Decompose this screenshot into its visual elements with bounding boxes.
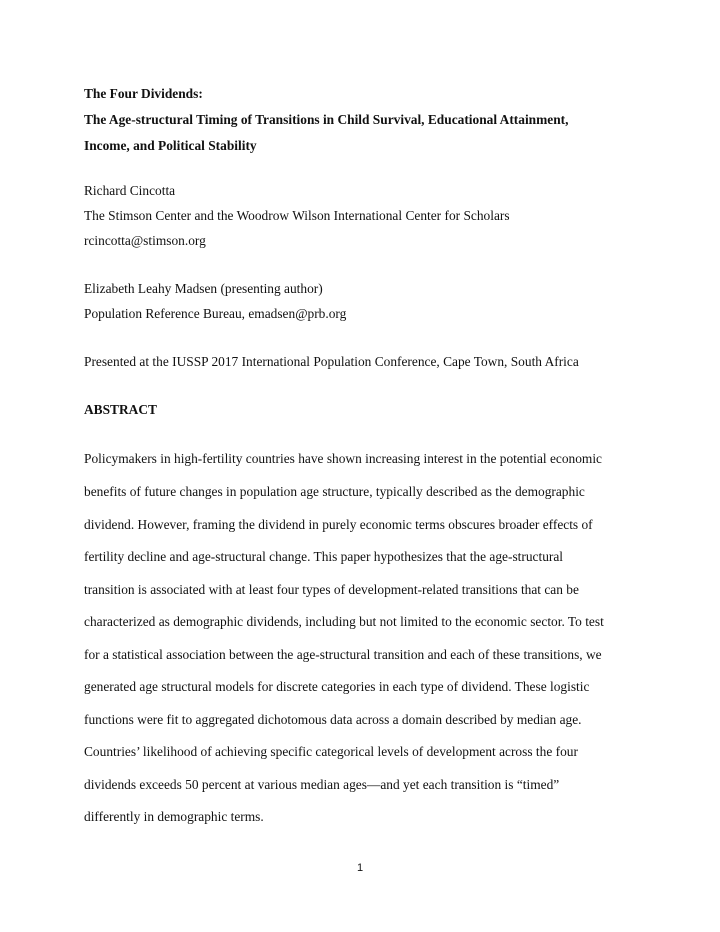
abstract-line: Countries’ likelihood of achieving specific categorical levels of development across the four <box>84 744 578 759</box>
title-line-1: The Four Dividends: <box>84 86 203 101</box>
abstract-line: dividend. However, framing the dividend in purely economic terms obscures broader effects of <box>84 517 593 532</box>
abstract-line: for a statistical association between the age-structural transition and each of these transitions, we <box>84 647 602 662</box>
title-line-3: Income, and Political Stability <box>84 138 257 153</box>
abstract-line: dividends exceeds 50 percent at various median ages—and yet each transition is “timed” <box>84 777 560 792</box>
abstract-line: transition is associated with at least four types of development-related transitions that can be <box>84 582 579 597</box>
author-1-affiliation: The Stimson Center and the Woodrow Wilson International Center for Scholars <box>84 208 510 223</box>
abstract-line: characterized as demographic dividends, including but not limited to the economic sector. To test <box>84 614 604 629</box>
abstract-line: functions were fit to aggregated dichotomous data across a domain described by median age. <box>84 712 582 727</box>
title-line-2: The Age-structural Timing of Transitions in Child Survival, Educational Attainment, <box>84 112 569 127</box>
author-2-affiliation: Population Reference Bureau, emadsen@prb.org <box>84 306 347 321</box>
presented-at: Presented at the IUSSP 2017 International Population Conference, Cape Town, South Africa <box>84 354 579 369</box>
abstract-line: generated age structural models for discrete categories in each type of dividend. These logistic <box>84 679 590 694</box>
abstract-line: differently in demographic terms. <box>84 809 264 824</box>
abstract-line: fertility decline and age-structural change. This paper hypothesizes that the age-structural <box>84 549 564 564</box>
author-2-name: Elizabeth Leahy Madsen (presenting author) <box>84 281 323 296</box>
abstract-heading: ABSTRACT <box>84 402 157 417</box>
author-1-email: rcincotta@stimson.org <box>84 233 206 248</box>
abstract-line: Policymakers in high-fertility countries have shown increasing interest in the potential economic <box>84 451 603 466</box>
page-number: 1 <box>356 862 364 874</box>
author-1-name: Richard Cincotta <box>84 183 176 198</box>
abstract-line: benefits of future changes in population age structure, typically described as the demographic <box>84 484 585 499</box>
